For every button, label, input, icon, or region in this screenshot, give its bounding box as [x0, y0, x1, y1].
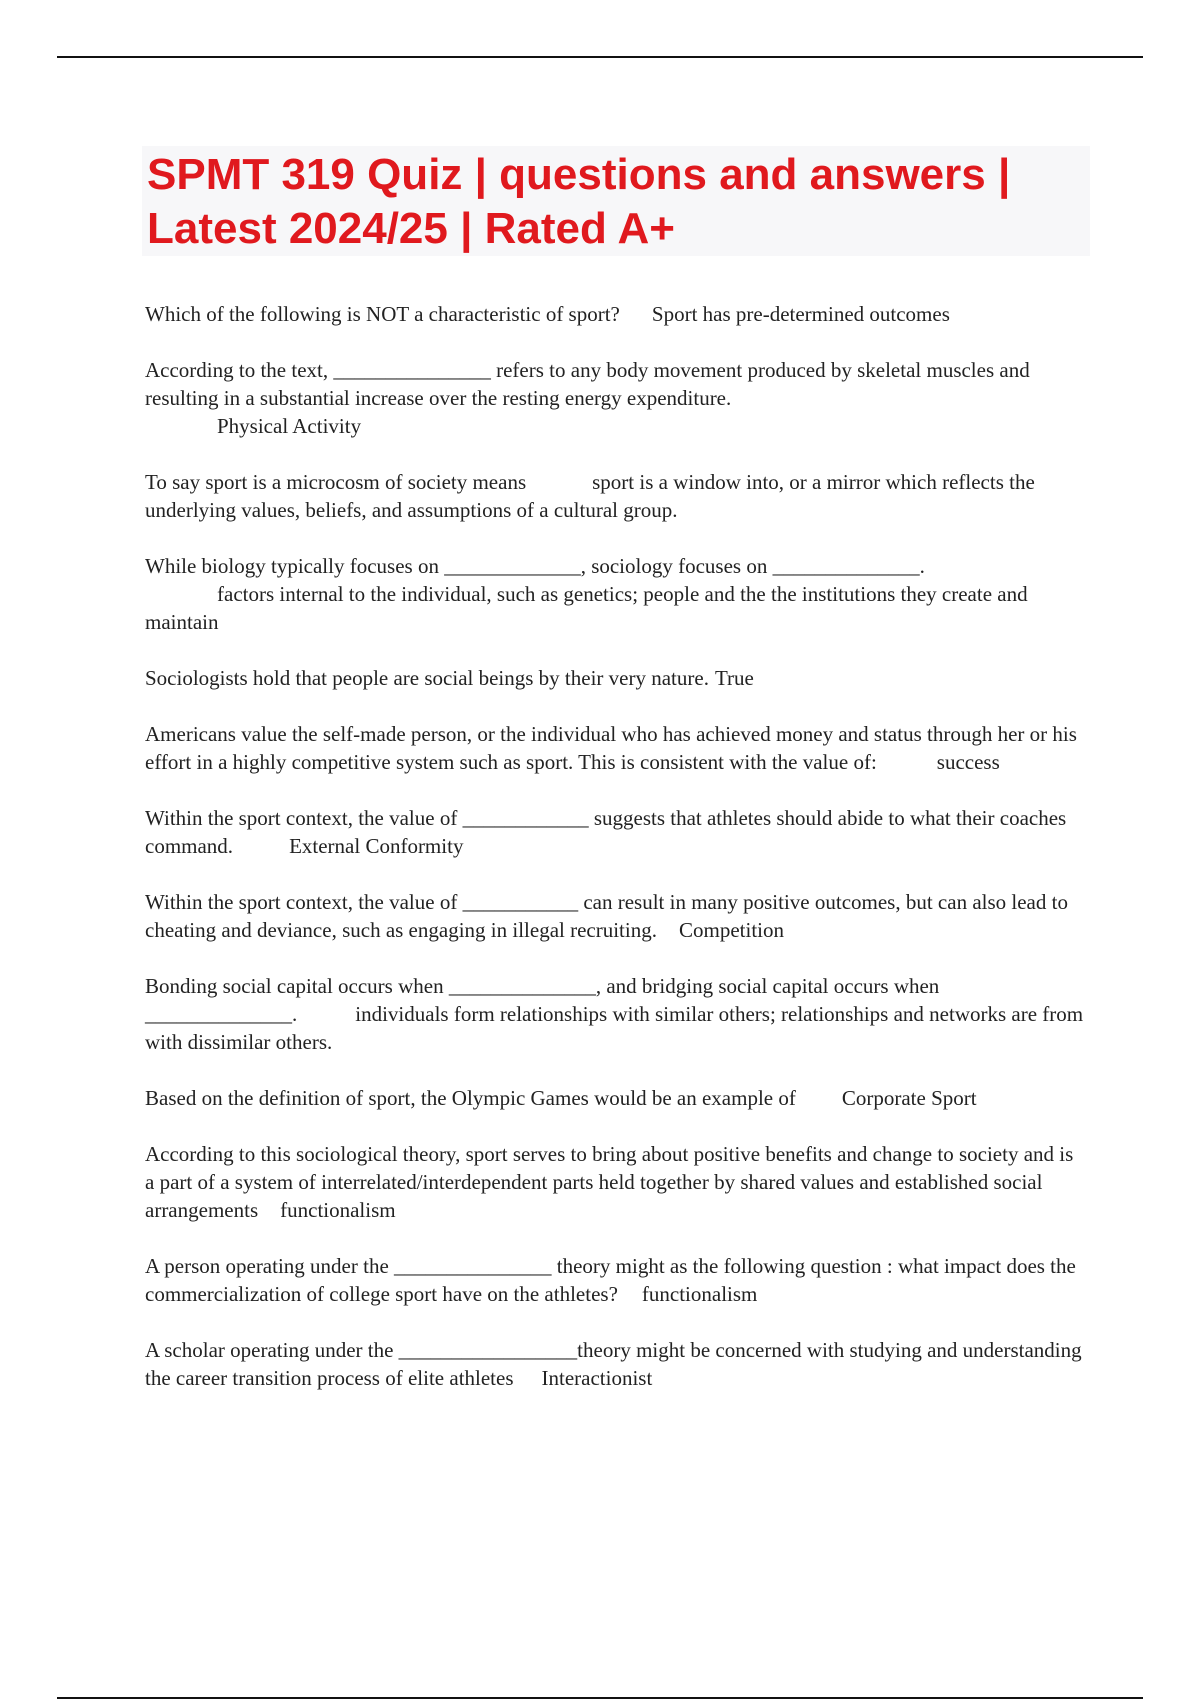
question: A scholar operating under the _________________theory might be concerned with studying and understanding the career transition process of elite athletes — [145, 1338, 1087, 1390]
title-banner — [142, 146, 1090, 256]
question: Within the sport context, the value of ___________ can result in many positive outcomes, but can also lead to cheating and deviance, such as engaging in illegal recruiting. — [145, 890, 1074, 942]
qa-item — [145, 804, 1085, 860]
question: According to the text, _______________ refers to any body movement produced by skeletal muscles and resulting in a substantial increase over the resting energy expenditure. — [145, 358, 1035, 410]
qa-item — [145, 1252, 1085, 1308]
answer: factors internal to the individual, such as genetics; people and the the institutions they create and maintain — [145, 582, 1033, 634]
question: To say sport is a microcosm of society means — [145, 470, 527, 494]
qa-item — [145, 720, 1085, 776]
answer: functionalism — [641, 1282, 758, 1306]
answer: individuals form relationships with similar others; relationships and networks are from with dissimilar others. — [145, 1002, 1089, 1054]
question: Bonding social capital occurs when ______________, and bridging social capital occurs when ______________. — [145, 974, 945, 1026]
answer: functionalism — [280, 1198, 396, 1222]
qa-item — [145, 1336, 1085, 1392]
qa-item — [145, 972, 1089, 1056]
answer: Corporate Sport — [841, 1086, 977, 1110]
question: Sociologists hold that people are social beings by their very nature. — [145, 666, 709, 690]
answer: sport is a window into, or a mirror which reflects the underlying values, beliefs, and assumptions of a cultural group. — [145, 470, 1041, 522]
question: A person operating under the _______________ theory might as the following question : what impact does the commercialization of college sport have on the athletes? — [145, 1254, 1082, 1306]
question: Which of the following is NOT a characteristic of sport? — [145, 302, 620, 326]
question: Americans value the self-made person, or the individual who has achieved money and status through her or his effort in a highly competitive system such as sport. This is consistent with the value of: — [145, 722, 1083, 774]
answer: Sport has pre-determined outcomes — [651, 302, 950, 326]
answer: External Conformity — [289, 834, 464, 858]
qa-item — [145, 1140, 1085, 1224]
qa-item — [145, 552, 1085, 636]
qa-item — [145, 468, 1085, 524]
qa-item — [145, 300, 1085, 328]
answer: Competition — [678, 918, 784, 942]
answer: success — [936, 750, 1000, 774]
question: While biology typically focuses on _____________, sociology focuses on ______________. — [145, 554, 925, 578]
question: Based on the definition of sport, the Olympic Games would be an example of — [145, 1086, 796, 1110]
bottom-rule — [57, 1697, 1143, 1699]
answer: Physical Activity — [217, 414, 362, 438]
top-rule — [57, 56, 1143, 58]
question: According to this sociological theory, sport serves to bring about positive benefits and change to society and is a part of a system of interrelated/interdependent parts held together by shared values and established social arrangements — [145, 1142, 1079, 1222]
qa-item — [145, 1084, 1085, 1112]
qa-list — [145, 300, 1089, 1420]
qa-item — [145, 356, 1085, 440]
qa-item — [145, 664, 1085, 692]
qa-item — [145, 888, 1085, 944]
document-title: SPMT 319 Quiz | questions and answers | Latest 2024/25 | Rated A+ — [147, 150, 1011, 253]
question: Within the sport context, the value of ____________ suggests that athletes should abide to what their coaches command. — [145, 806, 1072, 858]
answer: Interactionist — [541, 1366, 653, 1390]
answer: True — [714, 666, 754, 690]
